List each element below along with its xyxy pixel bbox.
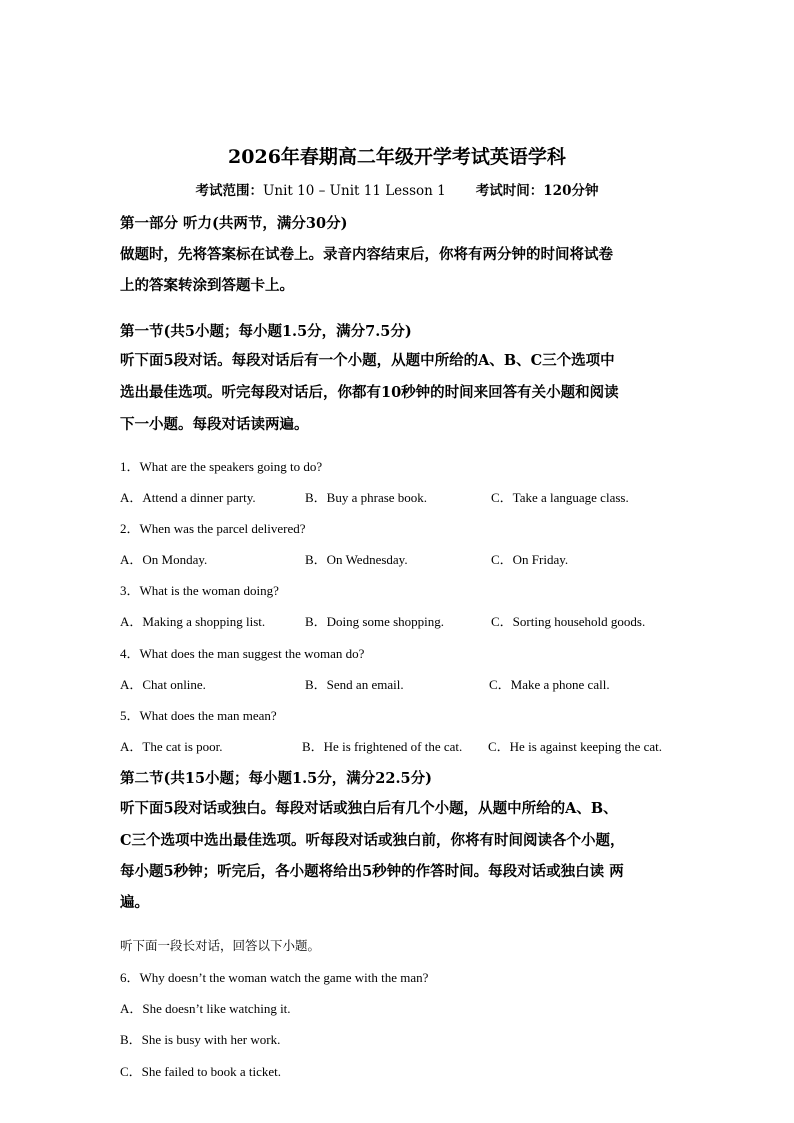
question-stem: 1．What are the speakers going to do? xyxy=(120,459,323,474)
time-value: 120分钟 xyxy=(543,183,599,199)
option-b: B．Send an email. xyxy=(305,677,404,692)
option-a: A．She doesn’t like watching it. xyxy=(120,1001,291,1016)
section2-instruction-line: 遍。 xyxy=(120,894,149,911)
option-b: B．He is frightened of the cat. xyxy=(302,739,463,754)
option-c: C．Sorting household goods. xyxy=(491,614,646,629)
page-title: 2026年春期高二年级开学考试英语学科 xyxy=(228,146,566,168)
section2-instruction-line: 每小题5秒钟；听完后，各小题将给出5秒钟的作答时间。每段对话或独白读 两 xyxy=(120,863,624,880)
option-b: B．She is busy with her work. xyxy=(120,1032,281,1047)
section1-heading: 第一节(共5小题；每小题1.5分，满分7.5分) xyxy=(120,323,412,340)
part1-heading: 第一部分 听力(共两节，满分30分) xyxy=(120,215,348,232)
option-a: A．On Monday. xyxy=(120,552,208,567)
option-a: A．Making a shopping list. xyxy=(120,614,266,629)
option-c: C．Take a language class. xyxy=(491,490,629,505)
section2-heading: 第二节(共15小题；每小题1.5分，满分22.5分) xyxy=(120,770,432,787)
scope-value: Unit 10 – Unit 11 Lesson 1 xyxy=(263,183,446,199)
part1-instruction-line: 上的答案转涂到答题卡上。 xyxy=(120,277,294,294)
option-c: C．Make a phone call. xyxy=(489,677,610,692)
option-c: C．He is against keeping the cat. xyxy=(488,739,663,754)
exam-info xyxy=(0,179,794,199)
question-stem: 6．Why doesn’t the woman watch the game with the man? xyxy=(120,970,429,985)
section1-instruction-line: 下一小题。每段对话读两遍。 xyxy=(120,416,309,433)
part1-instruction-line: 做题时，先将答案标在试卷上。录音内容结束后，你将有两分钟的时间将试卷 xyxy=(120,246,613,263)
option-b: B．Doing some shopping. xyxy=(305,614,445,629)
section2-instruction-line: 听下面5段对话或独白。每段对话或独白后有几个小题，从题中所给的A、B、 xyxy=(120,800,618,817)
listening-prompt: 听下面一段长对话，回答以下小题。 xyxy=(120,938,321,953)
option-c: C．On Friday. xyxy=(491,552,569,567)
section1-instruction-line: 选出最佳选项。听完每段对话后，你都有10秒钟的时间来回答有关小题和阅读 xyxy=(120,384,619,401)
option-a: A．The cat is poor. xyxy=(120,739,223,754)
time-label: 考试时间： xyxy=(475,183,544,199)
option-a: A．Chat online. xyxy=(120,677,206,692)
option-b: B．Buy a phrase book. xyxy=(305,490,428,505)
option-c: C．She failed to book a ticket. xyxy=(120,1064,282,1079)
option-b: B．On Wednesday. xyxy=(305,552,408,567)
option-a: A．Attend a dinner party. xyxy=(120,490,256,505)
question-stem: 4．What does the man suggest the woman do? xyxy=(120,646,365,661)
scope-label: 考试范围： xyxy=(195,183,264,199)
section1-instruction-line: 听下面5段对话。每段对话后有一个小题，从题中所给的A、B、C三个选项中 xyxy=(120,352,615,369)
question-stem: 5．What does the man mean? xyxy=(120,708,277,723)
section2-instruction-line: C三个选项中选出最佳选项。听每段对话或独白前，你将有时间阅读各个小题， xyxy=(120,832,625,849)
question-stem: 3．What is the woman doing? xyxy=(120,583,279,598)
question-stem: 2．When was the parcel delivered? xyxy=(120,521,306,536)
